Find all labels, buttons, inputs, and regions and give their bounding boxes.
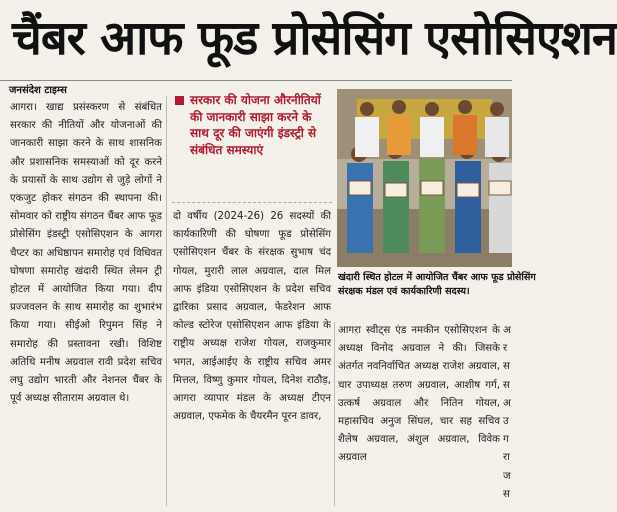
article-column-3: आगरा स्वीट्स एंड नमकीन एसोसिएशन के अध्यक्ष विनोद अग्रवाल ने की। जिसके अंतर्गत नवनिर्वाचित अध्यक्ष राजेश अग्रवाल, चार उपाध्यक्ष तरुण अग्रवाल, आशीष गर्ग, उत्कर्ष अग्रवाल और नितिन गोयल, महासचिव अनुज सिंघल, चार सह सचिव शैलेष अग्रवाल, अंशुल अग्रवाल, विवेक अग्रवाल bbox=[338, 325, 500, 464]
byline: जनसंदेश टाइम्स bbox=[9, 85, 67, 96]
column-divider bbox=[166, 96, 167, 506]
article-column-1: आगरा। खाद्य प्रसंस्करण से संबंधित सरकार की नीतियों और योजनाओं की जानकारी साझा करने के साथ शासनिक और प्रशासनिक समस्याओं को दूर करने के प्रयासों के साथ उद्योग से जुड़े लोगों ने एकजुट होकर संगठन की स्थापना की। सोमवार को राष्ट्रीय संगठन चैंबर आफ फूड प्रोसेसिंग इंडस्ट्री एसोसिएशन के आगरा चैप्टर का अधिष्ठापन समारोह एवं विधिवत घोषणा समारोह खंदारी स्थित लेमन ट्री होटल में आयोजित किया गया। दीप प्रज्जवलन के साथ समारोह का शुभारंभ किया गया। सीईओ रिपुमन सिंह ने समारोह की प्रस्तावना रखी। विशिष्ट अतिथि मनीष अग्रवाल रावी प्रदेश सचिव लघु उद्योग भारती और नेशनल चैंबर के पूर्व अध्यक्ष सीताराम अग्रवाल थे। bbox=[10, 102, 162, 405]
headline-rule bbox=[0, 80, 512, 81]
caption-line-1: खंदारी स्थित होटल में आयोजित चैंबर आफ फूड प्रोसेसिंग bbox=[338, 272, 536, 283]
caption-line-2: संरक्षक मंडल एवं कार्यकारिणी सदस्य। bbox=[338, 286, 470, 297]
pull-quote-text: सरकार की योजना औरनीतियों की जानकारी साझा करने के साथ दूर की जाएंगी इंडस्ट्री से संबंधित समस्याएं bbox=[190, 93, 321, 157]
article-column-4-cut: अ र स स अ उ ग रा ज स bbox=[503, 325, 511, 500]
headline: चैंबर आफ फूड प्रोसेसिंग एसोसिएशन bbox=[12, 11, 617, 66]
column-divider bbox=[334, 322, 335, 506]
group-photo bbox=[337, 89, 512, 267]
headline-banner bbox=[0, 0, 617, 78]
pull-quote bbox=[172, 92, 332, 203]
photo-caption bbox=[338, 271, 536, 299]
article-column-2: दो वर्षीय (2024-26) 26 सदस्यों की कार्यकारिणी की घोषणा फूड प्रोसेसिंग एसोसिएशन चैंबर के संरक्षक सुभाष चंद गोयल, मुरारी लाल अग्रवाल, दाल मिल आफ इंडिया एसोसिएशन के प्रदेश सचिव द्वारिका प्रसाद अग्रवाल, फेडरेशन आफ कोल्ड स्टोरेज एसोसिएशन आफ इंडिया के राष्ट्रीय अध्यक्ष राजेश गोयल, राजकुमार भगत, आईआईए के राष्ट्रीय सचिव अमर मित्तल, विष्णु कुमार गोयल, दिनेश राठौड़, आगरा व्यापार मंडल के अध्यक्ष टीएन अग्रवाल, एफमेक के चैयरमैन पूरन डावर, bbox=[173, 211, 331, 423]
group-photo-illustration bbox=[337, 89, 512, 267]
pull-quote-bullet-icon bbox=[175, 96, 184, 105]
